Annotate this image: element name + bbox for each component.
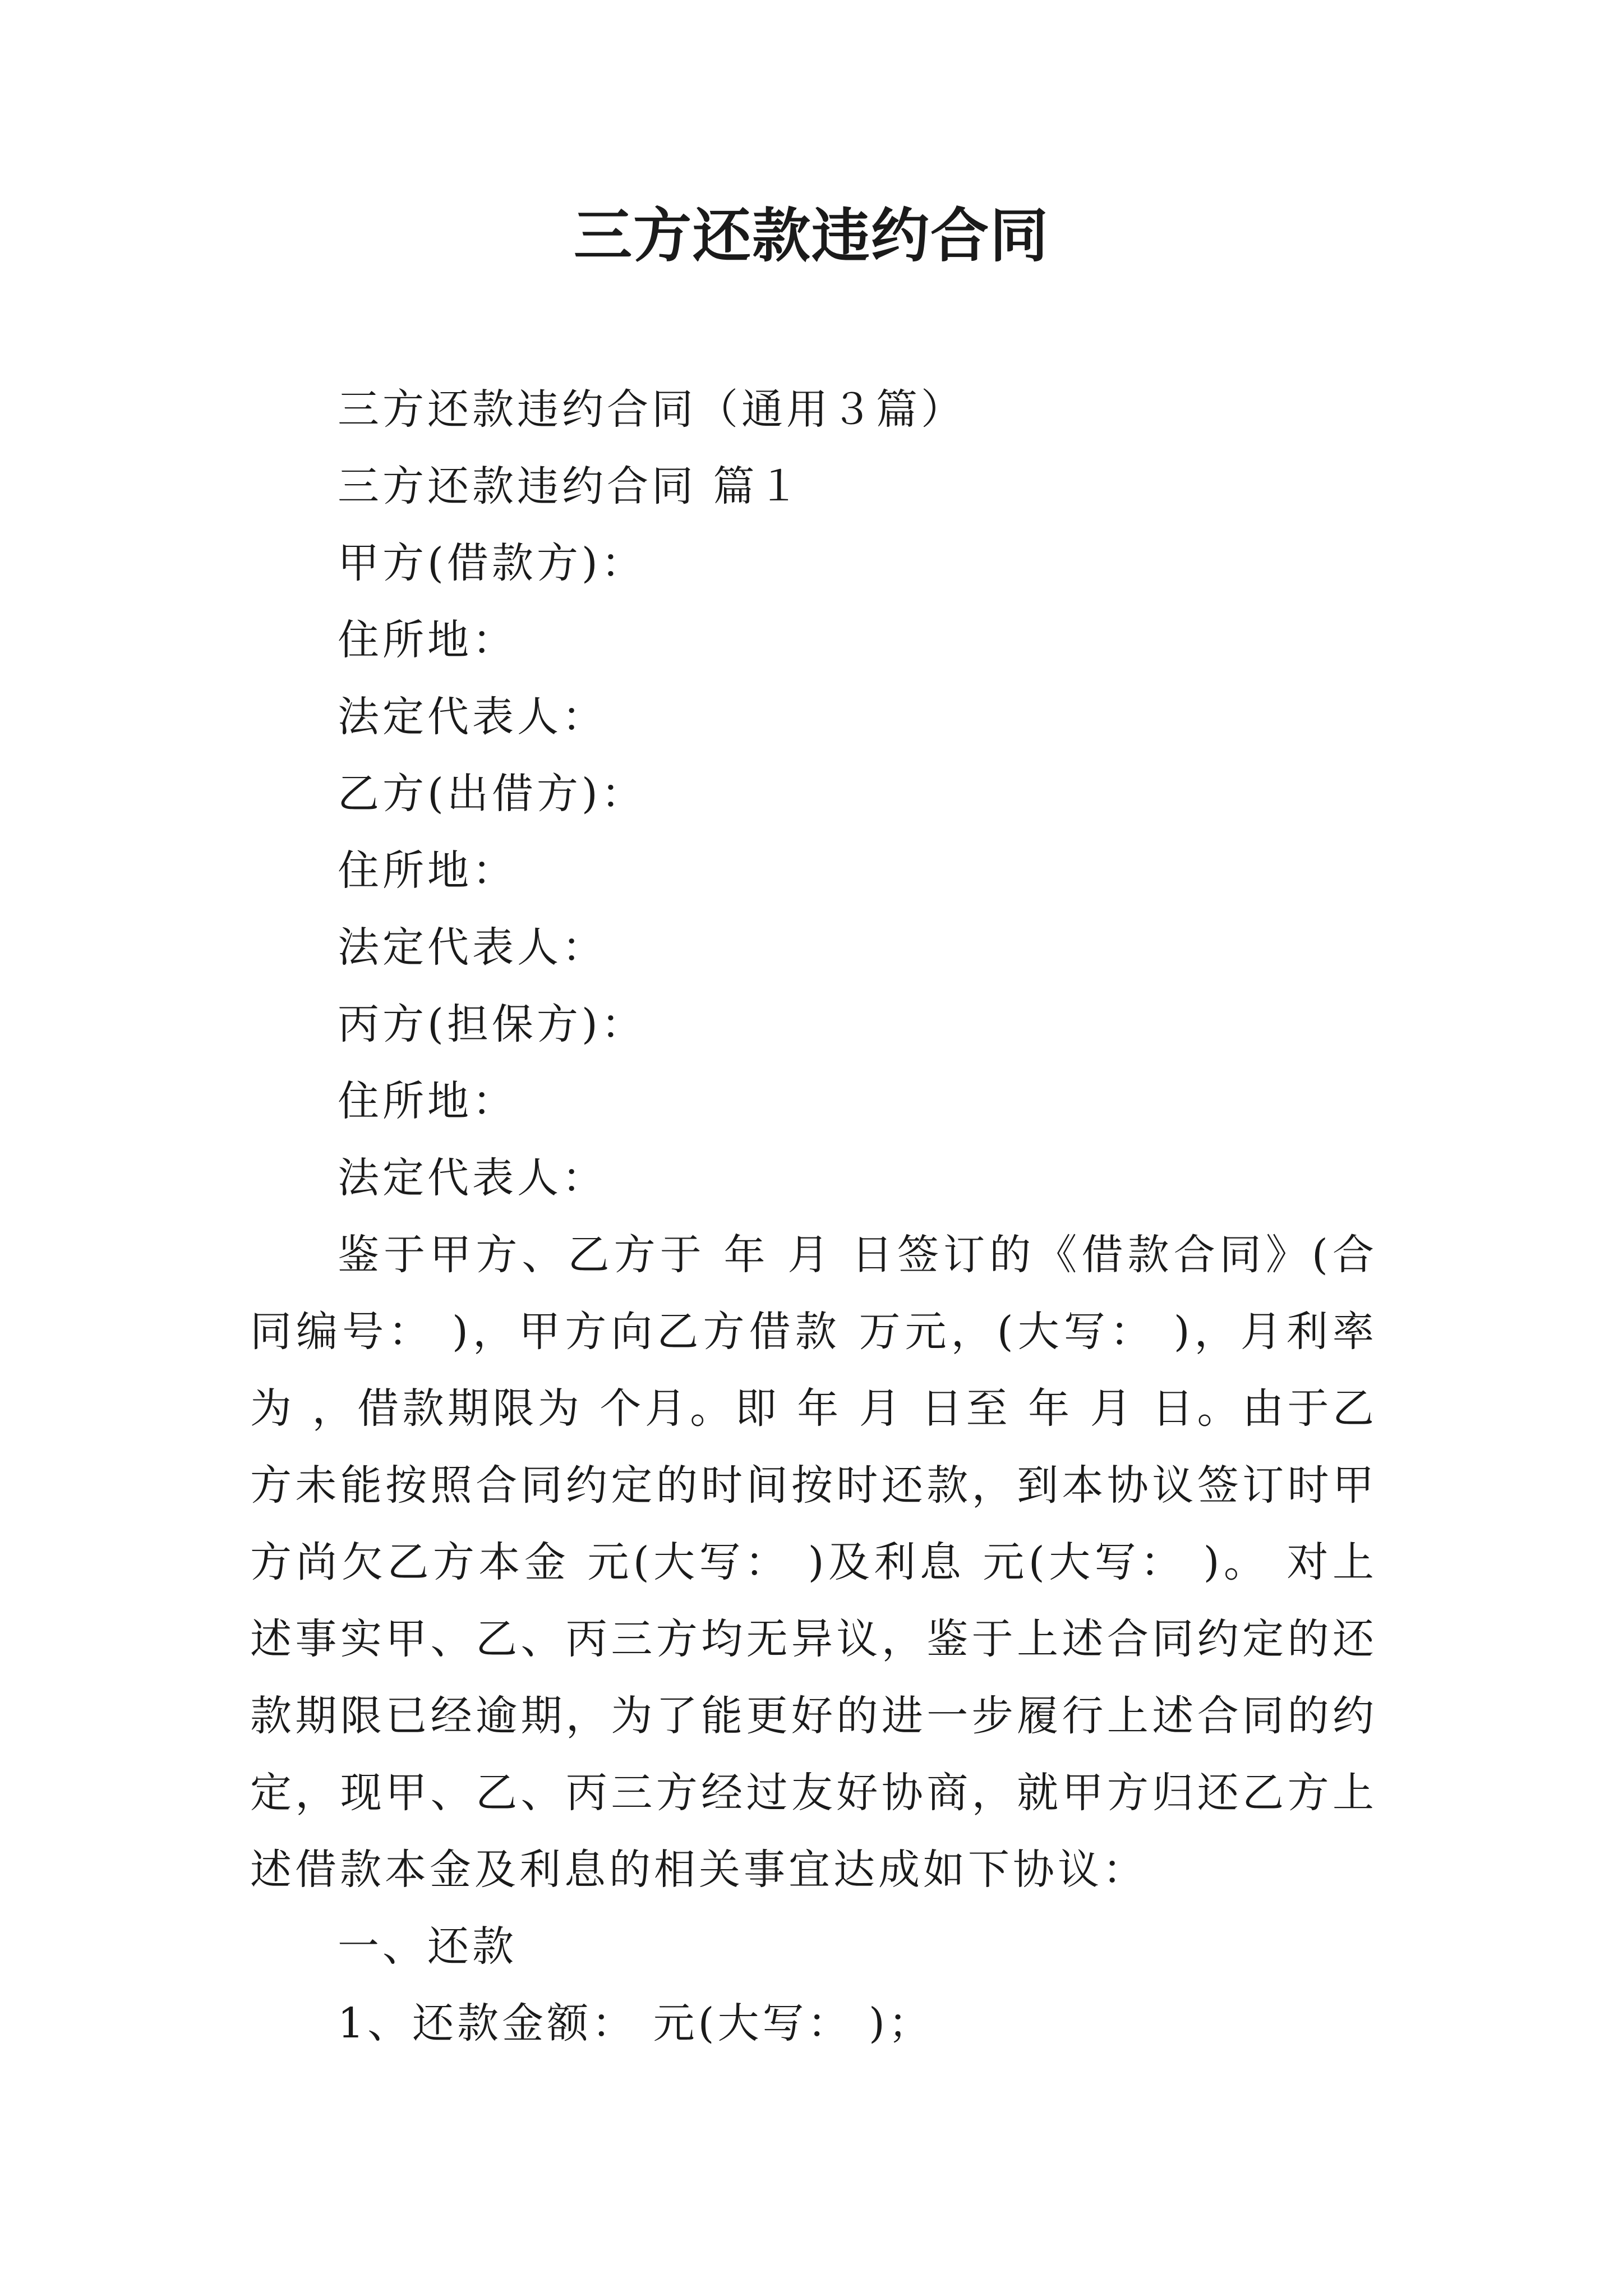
subtitle-line: 三方还款违约合同（通用３篇） [338,385,966,434]
party-c-address-line: 住所地： [338,1077,517,1125]
party-c-line: 丙方(担保方)： [338,1000,646,1048]
document-body [250,371,1377,2062]
repayment-amount-line: 1、还款金额： 元(大写： )； [338,1999,933,2047]
party-b-address-line: 住所地： [338,846,517,895]
recital-paragraph: 鉴于甲方、乙方于 年 月 日签订的《借款合同》(合同编号： )，甲方向乙方借款 万元，(大写： )，月利率为 ，借款期限为 个月。即 年 月 日至 年 月 日。由于乙方未能按照合同约定的时间按时还款，到本协议签订时甲方尚欠乙方本金 元(大写： )及利息 元(大写： )。 对上述事实甲、乙、丙三方均无异议，鉴于上述合同约定的还款期限已经逾期，为了能更好的进一步履行上述合同的约定，现甲、乙、丙三方经过友好协商，就甲方归还乙方上述借款本金及利息的相关事宜达成如下协议： [250,1231,1377,1894]
party-a-address-line: 住所地： [338,616,517,664]
party-b-representative-line: 法定代表人： [338,923,607,972]
section-heading: 一、还款 [338,1922,517,1971]
party-a-line: 甲方(借款方)： [338,539,646,587]
document-title: 三方还款违约合同 [573,201,1049,270]
party-b-line: 乙方(出借方)： [338,770,646,818]
party-c-representative-line: 法定代表人： [338,1154,607,1202]
section-label-line: 三方还款违约合同 篇１ [338,462,803,510]
party-a-representative-line: 法定代表人： [338,693,607,741]
